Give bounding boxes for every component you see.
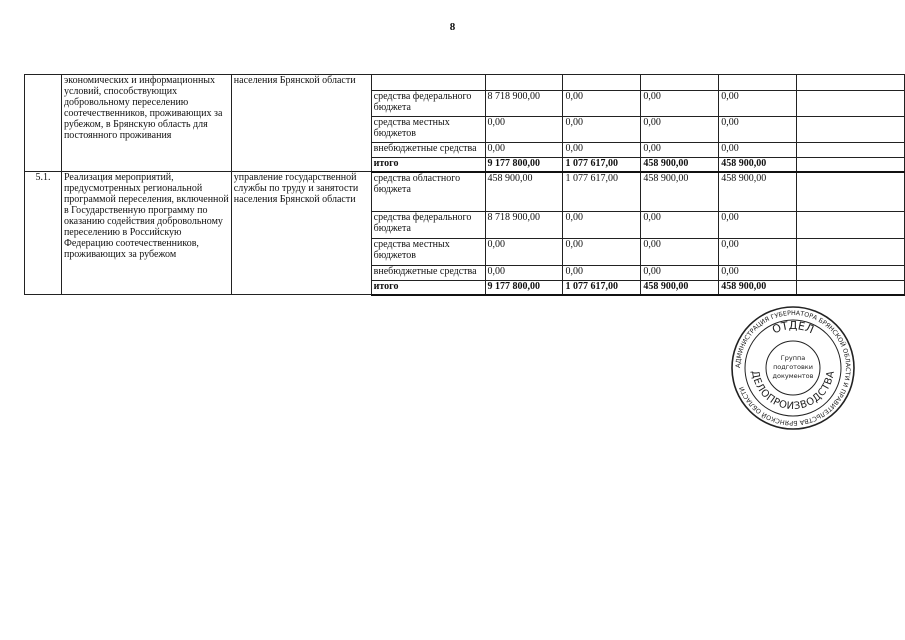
amount-cell: 0,00 [719, 143, 797, 158]
funding-source: средства местных бюджетов [371, 239, 485, 266]
page-number: 8 [449, 21, 456, 33]
total-amount: 1 077 617,00 [563, 281, 641, 295]
empty-cell [797, 143, 905, 158]
amount-cell: 458 900,00 [719, 172, 797, 212]
amount-cell: 0,00 [563, 239, 641, 266]
amount-cell: 0,00 [563, 91, 641, 117]
amount-cell: 0,00 [563, 212, 641, 239]
stamp-top-word: ОТДЕЛ [770, 318, 816, 337]
amount-cell: 0,00 [719, 266, 797, 281]
amount-cell: 0,00 [641, 212, 719, 239]
funding-source: средства федерального бюджета [371, 212, 485, 239]
amount-cell: 0,00 [485, 239, 563, 266]
stamp-center-line: подготовки [773, 363, 813, 371]
stamp-bottom-word: ДЕЛОПРОИЗВОДСТВА [748, 369, 837, 413]
empty-cell [797, 117, 905, 143]
activity-description: Реализация мероприятий, предусмотренных региональной программой переселения, включенной в Государственную программу по оказанию содействия добровольному переселению в Российскую Федерацию соотечественников, проживающих за рубежом [61, 172, 231, 295]
amount-cell: 1 077 617,00 [563, 172, 641, 212]
amount-cell: 8 718 900,00 [485, 212, 563, 239]
amount-cell: 0,00 [485, 117, 563, 143]
office-stamp [730, 305, 856, 431]
amount-cell [563, 75, 641, 91]
amount-cell: 8 718 900,00 [485, 91, 563, 117]
amount-cell [485, 75, 563, 91]
executor-cell: управление государственной службы по труду и занятости населения Брянской области [231, 172, 371, 295]
amount-cell: 0,00 [485, 143, 563, 158]
amount-cell: 0,00 [563, 117, 641, 143]
table-row [25, 172, 905, 212]
funding-source: внебюджетные средства [371, 143, 485, 158]
empty-cell [797, 212, 905, 239]
amount-cell: 0,00 [641, 239, 719, 266]
budget-table [24, 74, 905, 296]
total-amount: 458 900,00 [719, 158, 797, 172]
amount-cell [641, 75, 719, 91]
amount-cell: 0,00 [563, 143, 641, 158]
total-amount: 458 900,00 [719, 281, 797, 295]
empty-cell [797, 91, 905, 117]
amount-cell: 0,00 [719, 91, 797, 117]
stamp-center-line: документов [772, 372, 814, 380]
amount-cell: 458 900,00 [485, 172, 563, 212]
total-amount: 458 900,00 [641, 158, 719, 172]
total-label: итого [371, 281, 485, 295]
amount-cell: 458 900,00 [641, 172, 719, 212]
total-amount: 1 077 617,00 [563, 158, 641, 172]
amount-cell: 0,00 [485, 266, 563, 281]
empty-cell [797, 75, 905, 91]
amount-cell [719, 75, 797, 91]
amount-cell: 0,00 [719, 239, 797, 266]
funding-source [371, 75, 485, 91]
total-amount: 9 177 800,00 [485, 281, 563, 295]
funding-source: средства федерального бюджета [371, 91, 485, 117]
amount-cell: 0,00 [641, 143, 719, 158]
stamp-ring-text: АДМИНИСТРАЦИЯ ГУБЕРНАТОРА БРЯНСКОЙ ОБЛАСТИ И ПРАВИТЕЛЬСТВА БРЯНСКОЙ ОБЛАСТИ [734, 309, 852, 427]
funding-source: средства областного бюджета [371, 172, 485, 212]
funding-source: средства местных бюджетов [371, 117, 485, 143]
amount-cell: 0,00 [641, 117, 719, 143]
table-row [25, 75, 905, 91]
executor-cell: населения Брянской области [231, 75, 371, 172]
row-number-cell [25, 75, 62, 172]
amount-cell: 0,00 [719, 117, 797, 143]
empty-cell [797, 239, 905, 266]
empty-cell [797, 172, 905, 212]
empty-cell [797, 158, 905, 172]
amount-cell: 0,00 [719, 212, 797, 239]
funding-source: внебюджетные средства [371, 266, 485, 281]
stamp-center-line: Группа [780, 354, 806, 362]
amount-cell: 0,00 [641, 91, 719, 117]
empty-cell [797, 266, 905, 281]
amount-cell: 0,00 [563, 266, 641, 281]
empty-cell [797, 281, 905, 295]
activity-description: экономических и информационных условий, способствующих добровольному переселению соотечественников, проживающих за рубежом, в Брянскую область для постоянного проживания [61, 75, 231, 172]
total-amount: 9 177 800,00 [485, 158, 563, 172]
amount-cell: 0,00 [641, 266, 719, 281]
row-number-cell: 5.1. [25, 172, 62, 295]
total-amount: 458 900,00 [641, 281, 719, 295]
total-label: итого [371, 158, 485, 172]
